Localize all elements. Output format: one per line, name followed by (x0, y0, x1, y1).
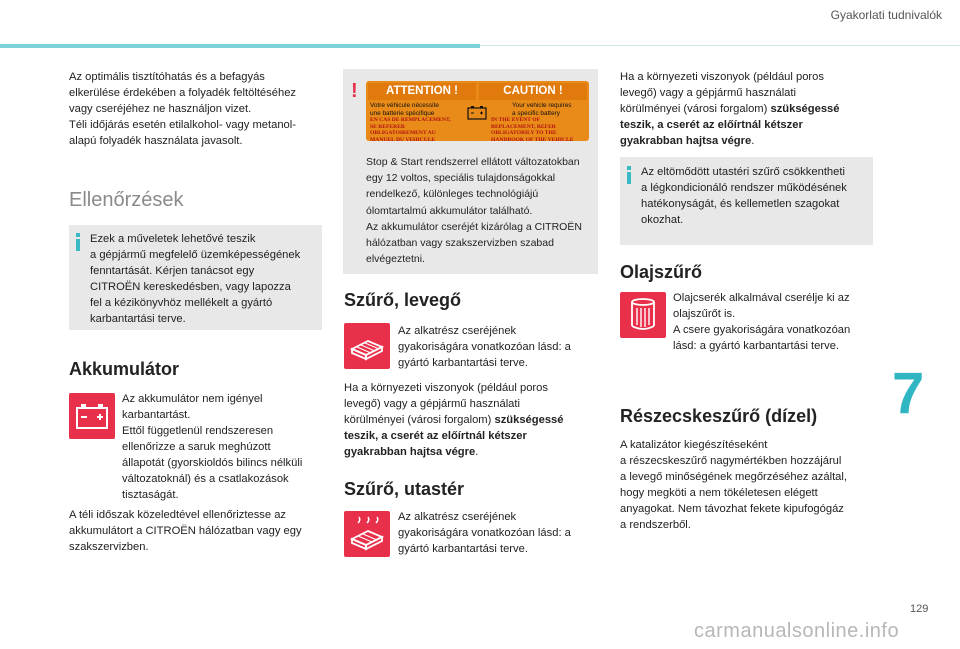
text-line: elvégeztetni. (366, 253, 425, 266)
battery-icon (69, 393, 115, 439)
text-line: Ha a környezeti viszonyok (például poros (620, 71, 824, 83)
text-span-bold: szükségessé (770, 103, 840, 115)
text-span: . (475, 446, 479, 458)
text-line: változatoknál) és a csatlakozások (122, 473, 289, 485)
section-title: Gyakorlati tudnivalók (830, 8, 942, 22)
szuro-levego-text (398, 323, 598, 371)
szuro-utaster-text (398, 509, 598, 557)
text-span-bold: teszik, a cserét az előírtnál kétszer (344, 430, 527, 442)
air-filter-icon (344, 323, 390, 369)
text-line: állapotát (gyorskioldós bilincs nélküli (122, 457, 303, 469)
text-line: hogy megköti a nem tökéletesen elégett (620, 487, 818, 499)
text-line: levegő) vagy a gépjármű használati (344, 398, 520, 410)
text-line: Az optimális tisztítóhatás és a befagyás (69, 71, 265, 83)
text-span-bold: szükségessé (494, 414, 564, 426)
text-line: hatékonyságát, és kellemetlen szagokat (641, 198, 840, 210)
warning-icon: ! (351, 80, 358, 102)
cabin-filter-icon (344, 511, 390, 557)
text-line: Stop & Start rendszerrel ellátott változatokban (366, 156, 580, 168)
text-line: fel a kézikönyvhöz mellékelt a gyártó (90, 297, 273, 309)
heading-olajszuro: Olajszűrő (620, 262, 703, 282)
text-line: a levegő minőségének megőrzéséhez azáltal, (620, 471, 847, 483)
text-line: Az alkatrész cseréjének (398, 511, 517, 523)
olajszuro-text (673, 290, 883, 354)
header-divider (480, 45, 960, 46)
heading-szuro-levego: Szűrő, levegő (344, 290, 462, 310)
text-line: Ettől függetlenül rendszeresen (122, 425, 274, 437)
reszecske-text (620, 437, 885, 533)
heading-szuro-utaster: Szűrő, utastér (344, 479, 465, 499)
text-span-bold: gyakrabban hajtsa végre (620, 135, 752, 147)
text-line: ólomtartalmú akkumulátor található. (366, 204, 533, 217)
text-line: anyagokat. Nem távozhat fekete kipufogógáz (620, 503, 844, 515)
text-line: levegő) vagy a gépjármű használati (620, 87, 796, 99)
text-line: Az alkatrész cseréjének (398, 325, 517, 337)
text-span-bold: gyakrabban hajtsa végre (344, 446, 476, 458)
text-line: alapú folyadék használata javasolt. (69, 135, 243, 147)
text-line: ellenőrizze a saruk meghúzott (122, 441, 271, 453)
header-accent-bar (0, 44, 480, 48)
heading-ellenorzesek: Ellenőrzések (69, 189, 184, 211)
text-line: akkumulátort a CITROËN hálózatban vagy egy (69, 525, 302, 537)
intro-paragraph (69, 69, 329, 149)
heading-akkumulator: Akkumulátor (69, 359, 180, 379)
text-span-bold: teszik, a cserét az előírtnál kétszer (620, 119, 803, 131)
text-line: hálózatban vagy szakszervizben szabad (366, 237, 554, 250)
text-line: gyakoriságára vonatkozóan lásd: a (398, 527, 571, 539)
text-line: Olajcserék alkalmával cserélje ki az (673, 292, 850, 304)
info-icon-dot (627, 166, 631, 170)
heading-reszecskeszuro: Részecskeszűrő (dízel) (620, 406, 818, 426)
text-line: OBLIGATORILY TO THE (491, 130, 557, 136)
label-attention: ATTENTION ! (368, 83, 476, 100)
text-line: une batterie spécifique (370, 109, 435, 117)
info-icon (627, 172, 631, 184)
warning-box (343, 69, 598, 274)
text-line: Votre véhicule nécessite (370, 102, 439, 109)
watermark-text: carmanualsonline.info (694, 620, 900, 642)
text-line: a részecskeszűrő nagymértékben hozzájárul (620, 455, 842, 467)
text-line: Ha a környezeti viszonyok (például poros (344, 382, 548, 394)
text-line: gyakoriságára vonatkozóan lásd: a (398, 341, 571, 353)
text-line: Ezek a műveletek lehetővé teszik (90, 233, 256, 245)
text-line: EN CAS DE REMPLACEMENT, (370, 117, 451, 123)
text-line: OBLIGATOIREMENT AU (370, 130, 436, 136)
chapter-number: 7 (892, 361, 925, 426)
text-line: gyártó karbantartási terve. (398, 543, 528, 555)
text-line: IN THE EVENT OF (491, 117, 541, 123)
text-line: a légkondicionáló rendszer működésének (641, 182, 847, 194)
text-line: MANUEL DU VEHICULE (370, 136, 436, 143)
text-line: a specific battery (512, 109, 560, 117)
text-line: SE REFERER (370, 123, 405, 130)
text-line: Az akkumulátor nem igényel (122, 393, 263, 405)
info-box-ellenorzesek (69, 225, 322, 330)
text-line: A katalizátor kiegészítéseként (620, 439, 768, 451)
text-line: A csere gyakoriságára vonatkozóan (673, 324, 851, 336)
text-line: karbantartási terve. (90, 313, 186, 325)
text-line: REPLACEMENT, REFER (491, 123, 556, 130)
info-box-clogged-filter (620, 157, 873, 245)
text-line: lásd: a gyártó karbantartási terve. (673, 340, 840, 352)
text-line: Az eltömődött utastéri szűrő csökkentheti (641, 166, 845, 178)
page-number: 129 (910, 603, 929, 615)
text-line: karbantartást. (122, 409, 191, 421)
env-paragraph-col2 (344, 380, 604, 460)
text-span: . (751, 135, 755, 147)
text-line: Téli időjárás esetén etilalkohol- vagy metanol- (69, 119, 296, 131)
text-line: a gépjármű megfelelő üzemképességének (90, 249, 301, 261)
info-icon-dot (76, 233, 80, 237)
text-line: rendelkező, különleges technológiájú (366, 188, 539, 201)
text-line: egy 12 voltos, speciális tulajdonságokkal (366, 172, 556, 185)
text-line: gyártó karbantartási terve. (398, 357, 528, 369)
text-line: vagy cseréjéhez ne használjon vizet. (69, 103, 252, 115)
battery-warning-label (366, 81, 589, 141)
info-icon (76, 239, 80, 251)
text-line: a rendszerből. (620, 519, 691, 531)
oil-filter-icon (620, 292, 666, 338)
text-line: olajszűrőt is. (673, 308, 736, 320)
text-line: Your vehicle requires (512, 102, 572, 109)
text-line: A téli időszak közeledtével ellenőriztesse az (69, 509, 287, 521)
label-caution: CAUTION ! (479, 83, 587, 100)
text-line: szakszervizben. (69, 541, 149, 553)
text-line: elkerülése érdekében a folyadék feltöltéséhez (69, 87, 297, 99)
text-line: tisztaságát. (122, 489, 179, 501)
text-line: CITROËN kereskedésben, vagy lapozza (90, 281, 291, 293)
text-line: Az akkumulátor cseréjét kizárólag a CITROËN (366, 220, 582, 233)
text-span: körülményei (városi forgalom) (620, 103, 771, 115)
warning-text (366, 154, 594, 267)
text-span: körülményei (városi forgalom) (344, 414, 495, 426)
text-line: HANDBOOK OF THE VEHICLE (491, 136, 574, 143)
akkumulator-text (122, 391, 332, 503)
winter-paragraph (69, 507, 334, 555)
text-line: fenntartását. Kérjen tanácsot egy (90, 265, 255, 277)
env-paragraph-col3 (620, 69, 880, 149)
text-line: okozhat. (641, 214, 684, 226)
